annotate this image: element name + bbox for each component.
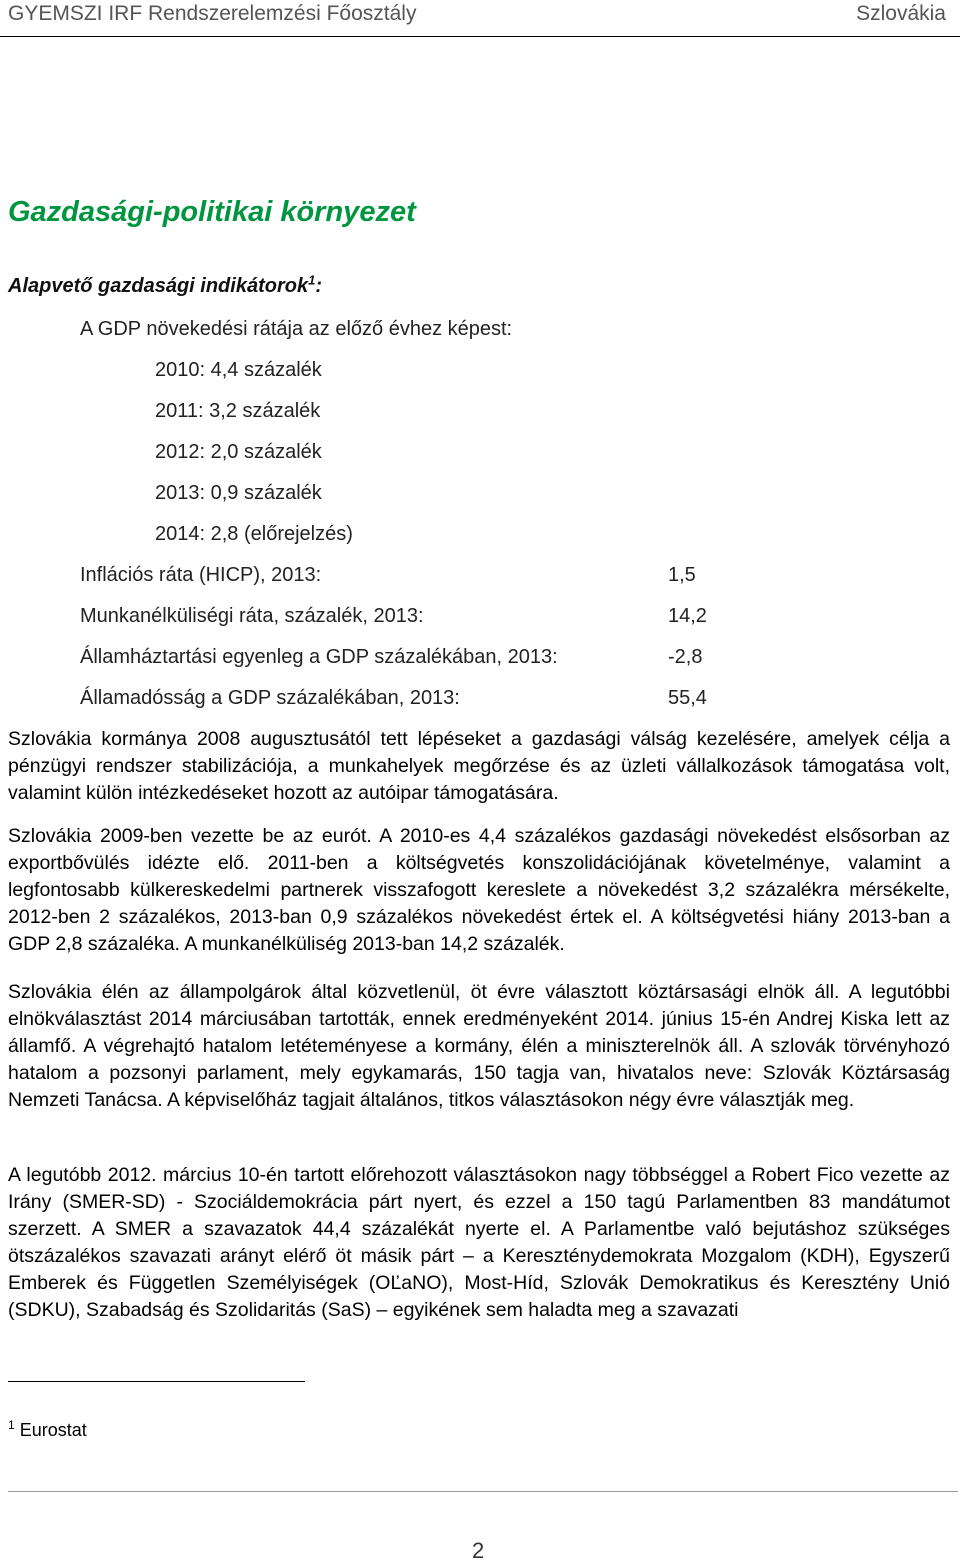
footnote-ref: 1: [308, 272, 316, 288]
indicator-value: 14,2: [668, 605, 707, 627]
subsection-title-text: Alapvető gazdasági indikátorok: [8, 275, 309, 297]
footnote: [8, 1418, 87, 1441]
header-left-title: GYEMSZI IRF Rendszerelemzési Főosztály: [8, 2, 417, 25]
body-paragraph: Szlovákia 2009-ben vezette be az eurót. A 2010-es 4,4 százalékos gazdasági növekedést elsősorban az exportbővülés idézte elő. 2011-ben a költségvetés konszolidációjának követelménye, valamint a legfontosabb külkereskedelmi partnerek visszafogott kereslete a növekedést 3,2 százalékra mérsékelte, 2012-ben 2 százalékos, 2013-ban 0,9 százalékos növekedést értek el. A költségvetési hiány 2013-ban a GDP 2,8 százaléka. A munkanélküliség 2013-ban 14,2 százalék.: [8, 825, 950, 955]
gdp-line: 2013: 0,9 százalék: [155, 482, 322, 504]
header-right-country: Szlovákia: [856, 2, 946, 25]
subsection-title: [8, 272, 322, 298]
indicator-label: Inflációs ráta (HICP), 2013:: [80, 564, 322, 586]
body-paragraph: Szlovákia élén az állampolgárok által közvetlenül, öt évre választott köztársasági elnök áll. A legutóbbi elnökválasztást 2014 márciusában tartották, ennek eredményeként 2014. június 15-én Andrej Kiska lett az államfő. A végrehajtó hatalom letéteményese a kormány, élén a miniszterelnök áll. A szlovák törvényhozó hatalom a pozsonyi parlament, mely egykamarás, 150 tagja van, hivatalos neve: Szlovák Köztársaság Nemzeti Tanácsa. A képviselőház tagjait általános, titkos választásokon négy évre választják meg.: [8, 981, 950, 1111]
footnote-number: 1: [8, 1418, 15, 1432]
header-divider: [0, 36, 960, 37]
indicator-value: -2,8: [668, 646, 703, 668]
gdp-line: 2014: 2,8 (előrejelzés): [155, 523, 353, 545]
footer-divider: [8, 1491, 958, 1492]
subsection-title-suffix: :: [315, 275, 322, 297]
indicator-label: Államháztartási egyenleg a GDP százalékában, 2013:: [80, 646, 558, 668]
indicator-value: 55,4: [668, 687, 707, 709]
indicator-value: 1,5: [668, 564, 696, 586]
indicator-label: Államadósság a GDP százalékában, 2013:: [80, 687, 460, 709]
body-paragraph: Szlovákia kormánya 2008 augusztusától tett lépéseket a gazdasági válság kezelésére, amelyek célja a pénzügyi rendszer stabilizációja, a munkahelyek megőrzése és az üzleti vállalkozások támogatása volt, valamint külön intézkedéseket hozott az autóipar támogatására.: [8, 728, 950, 804]
body-paragraph: A legutóbb 2012. március 10-én tartott előrehozott választásokon nagy többséggel a Robert Fico vezette az Irány (SMER-SD) - Szociáldemokrácia párt nyert, és ezzel a 150 tagú Parlamentben 83 mandátumot szerzett. A SMER a szavazatok 44,4 százalékát nyerte el. A Parlamentbe való bejutáshoz szükséges ötszázalékos szavazati arányt elérő öt másik párt – a Kereszténydemokrata Mozgalom (KDH), Egyszerű Emberek és Független Személyiségek (OĽaNO), Most-Híd, Szlovák Demokratikus és Keresztény Unió (SDKU), Szabadság és Szolidaritás (SaS) – egyikének sem haladta meg a szavazati: [8, 1164, 950, 1321]
section-title: Gazdasági-politikai környezet: [8, 196, 416, 228]
page-number: 2: [472, 1538, 485, 1563]
footnote-text: Eurostat: [19, 1420, 87, 1440]
gdp-growth-label: A GDP növekedési rátája az előző évhez képest:: [80, 318, 513, 340]
indicator-label: Munkanélküliségi ráta, százalék, 2013:: [80, 605, 424, 627]
footnote-divider: [8, 1381, 305, 1382]
gdp-line: 2011: 3,2 százalék: [155, 400, 321, 422]
gdp-line: 2010: 4,4 százalék: [155, 359, 322, 381]
gdp-line: 2012: 2,0 százalék: [155, 441, 322, 463]
